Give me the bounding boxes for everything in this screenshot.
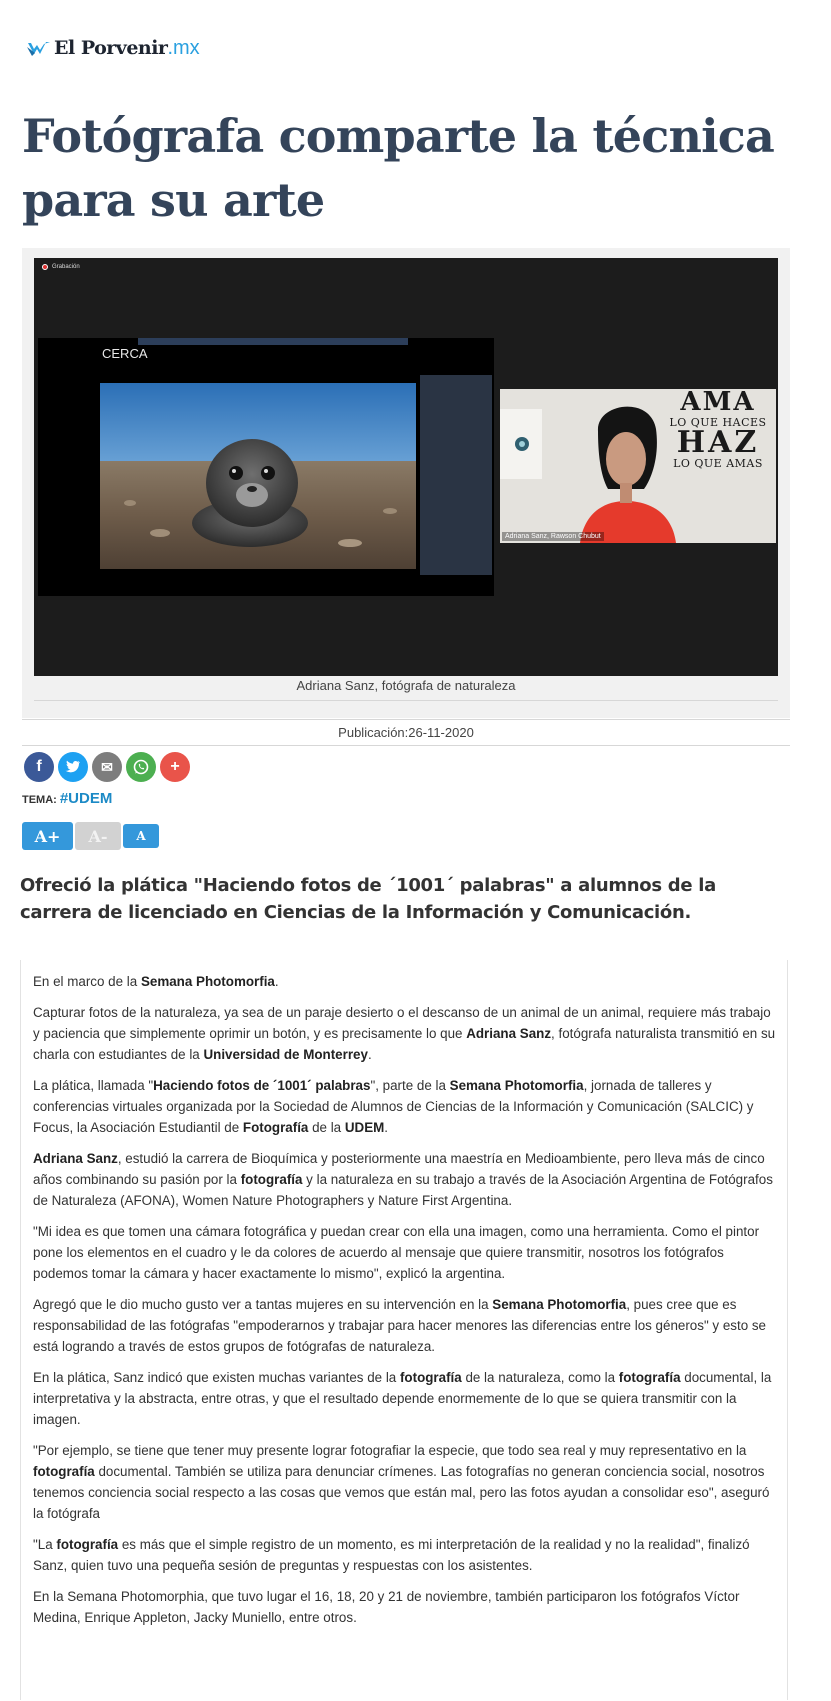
bold-text: Universidad de Monterrey <box>203 1047 368 1062</box>
paragraph-text: "Mi idea es que tomen una cámara fotográfica y puedan crear con ella una imagen, como una herramienta. Como el pintor pone los elementos en el cuadro y le da colores de acuerdo al mensaje que quiere transmitir, nosotros los fotógrafos podemos tomar la cámara y hacer exactamente lo mismo", explicó la argentina. <box>33 1224 760 1281</box>
article-body <box>20 960 788 1700</box>
article-paragraph <box>33 1221 777 1284</box>
bold-text: fotografía <box>56 1537 119 1552</box>
paragraph-text: , jornada de talleres y conferencias virtuales organizada por la Sociedad de Alumnos de Ciencias de la Información y Comunicación (SALCIC) y Focus, la Asociación Estudiantil de <box>33 1078 754 1135</box>
slide-title: CERCA <box>102 346 148 361</box>
article-paragraph <box>33 1002 777 1065</box>
article-figure <box>22 248 790 718</box>
paragraph-text: "La <box>33 1537 57 1552</box>
slide-side-panel <box>420 375 492 575</box>
paragraph-text: documental. También se utiliza para denunciar crímenes. Las fotografías no generan conciencia social, nosotros tenemos conciencia social respecto a las cosas que vemos que están mal, pero las fotos ayudan a consolidar eso", aseguró la fotógrafa <box>33 1464 770 1521</box>
font-size-controls <box>22 822 159 850</box>
seal-photo-graphic <box>100 383 416 569</box>
bold-text: UDEM <box>344 1120 385 1135</box>
bold-text: Adriana Sanz <box>466 1026 552 1041</box>
facebook-icon: f <box>36 758 42 775</box>
plus-icon: + <box>170 758 180 775</box>
caption-divider <box>34 700 778 701</box>
bold-text: fotografía <box>399 1370 462 1385</box>
article-headline <box>22 104 802 232</box>
share-bar <box>24 752 194 782</box>
share-twitter-button[interactable] <box>58 752 88 782</box>
paragraph-text: , estudió la carrera de Bioquímica y posteriormente una maestría en Medioambiente, pero lleva más de cinco años combinando su pasión por la <box>33 1151 765 1187</box>
paragraph-text: y la naturaleza en su trabajo a través de la Asociación Argentina de Fotógrafos de Naturaleza (AFONA), Women Nature Photographers y Nature First Argentina. <box>33 1172 773 1208</box>
article-image[interactable] <box>34 258 778 676</box>
reset-font-button[interactable]: A <box>123 824 159 848</box>
paragraph-text: . <box>274 974 279 989</box>
paragraph-text: En la Semana Photomorphia, que tuvo lugar el 16, 18, 20 y 21 de noviembre, también participaron los fotógrafos Víctor Medina, Enrique Appleton, Jacky Muniello, entre otros. <box>33 1589 740 1625</box>
paragraph-text: ", parte de la <box>370 1078 450 1093</box>
share-more-button[interactable] <box>160 752 190 782</box>
paragraph-text: . <box>367 1047 372 1062</box>
presentation-slide <box>38 338 494 596</box>
paragraph-text: En la plática, Sanz indicó que existen muchas variantes de la <box>33 1370 400 1385</box>
bold-text: fotografía <box>240 1172 303 1187</box>
share-facebook-button[interactable] <box>24 752 54 782</box>
article-paragraph <box>33 1586 777 1628</box>
email-icon: ✉ <box>101 758 113 775</box>
twitter-icon <box>65 760 81 774</box>
article-paragraph <box>33 1294 777 1357</box>
headline-line-1: Fotógrafa comparte la técnica <box>22 109 775 163</box>
paragraph-text: de la naturaleza, como la <box>461 1370 619 1385</box>
article-paragraph <box>33 1075 777 1138</box>
paragraph-text: de la <box>308 1120 345 1135</box>
site-logo[interactable] <box>26 34 200 62</box>
sign-line-4: LO QUE AMAS <box>673 457 763 470</box>
topic-link[interactable]: #UDEM <box>59 790 113 807</box>
site-name: El Porvenir <box>54 37 168 59</box>
paragraph-text: Capturar fotos de la naturaleza, ya sea de un paraje desierto o el descanso de un animal de un animal, requiere más trabajo y paciencia que simplemente oprimir un botón, y es precisamente lo que <box>33 1005 771 1041</box>
publication-date: Publicación:26-11-2020 <box>22 719 790 746</box>
article-paragraph <box>33 971 777 992</box>
topic-label: TEMA: <box>22 794 57 806</box>
topic-row <box>22 790 112 807</box>
speaker-camera <box>500 389 776 543</box>
whatsapp-icon <box>132 758 150 776</box>
share-email-button[interactable] <box>92 752 122 782</box>
increase-font-button[interactable]: A+ <box>22 822 73 850</box>
paragraph-text: es más que el simple registro de un momento, es mi interpretación de la realidad y no la realidad", finalizó Sanz, quien tuvo una pequeña sesión de preguntas y respuestas con los asistentes. <box>33 1537 750 1573</box>
site-tld: .mx <box>167 36 200 59</box>
record-icon <box>42 264 48 270</box>
participant-name: Adriana Sanz, Rawson Chubut <box>502 532 604 541</box>
bold-text: Haciendo fotos de ´1001´ palabras <box>153 1078 371 1093</box>
article-paragraph <box>33 1148 777 1211</box>
seal-photo <box>100 383 416 569</box>
paragraph-text: Agregó que le dio mucho gusto ver a tantas mujeres en su intervención en la <box>33 1297 493 1312</box>
bold-text: fotografía <box>33 1464 95 1479</box>
paragraph-text: . <box>384 1120 389 1135</box>
sign-line-3: HAZ <box>676 425 760 460</box>
article-paragraph <box>33 1534 777 1576</box>
bold-text: Fotografía <box>242 1120 309 1135</box>
article-paragraph <box>33 1440 777 1524</box>
bold-text: Semana Photomorfia <box>492 1297 627 1312</box>
article-lead: Ofreció la plática "Haciendo fotos de ´1001´ palabras" a alumnos de la carrera de licenciado en Ciencias de la Información y Comunicación. <box>20 875 716 923</box>
porvenir-logo-icon <box>26 38 52 58</box>
sign-line-2: LO QUE HACES <box>669 416 767 429</box>
headline-line-2: para su arte <box>22 173 325 227</box>
paragraph-text: documental, la interpretativa y la abstracta, entre otras, y que el resultado depende enormemente de lo que se quiera transmitir con la imagen. <box>33 1370 772 1427</box>
article-paragraph <box>33 1367 777 1430</box>
bold-text: Adriana Sanz <box>33 1151 118 1166</box>
bold-text: Semana Photomorfia <box>140 974 275 989</box>
paragraph-text: La plática, llamada " <box>33 1078 154 1093</box>
paragraph-text: , fotógrafa naturalista transmitió en su charla con estudiantes de la <box>33 1026 776 1062</box>
recording-indicator <box>42 264 80 270</box>
wall-sign <box>664 389 772 469</box>
share-whatsapp-button[interactable] <box>126 752 156 782</box>
decrease-font-button[interactable]: A- <box>75 822 121 850</box>
recording-label: Grabación <box>52 264 80 270</box>
paragraph-text: "Por ejemplo, se tiene que tener muy presente lograr fotografiar la especie, que todo sea real y muy representativo en la <box>33 1443 747 1458</box>
slide-header-bar <box>138 338 408 345</box>
paragraph-text: , pues cree que es responsabilidad de las fotógrafas "empoderarnos y trabajar para hacer menores las diferencias entre los géneros" y esto se está logrando a través de estos grupos de fotógrafas de naturaleza. <box>33 1297 767 1354</box>
bold-text: Semana Photomorfia <box>449 1078 584 1093</box>
image-caption: Adriana Sanz, fotógrafa de naturaleza <box>296 678 516 693</box>
sign-line-1: AMA <box>680 389 756 417</box>
bold-text: fotografía <box>618 1370 681 1385</box>
paragraph-text: En el marco de la <box>33 974 141 989</box>
